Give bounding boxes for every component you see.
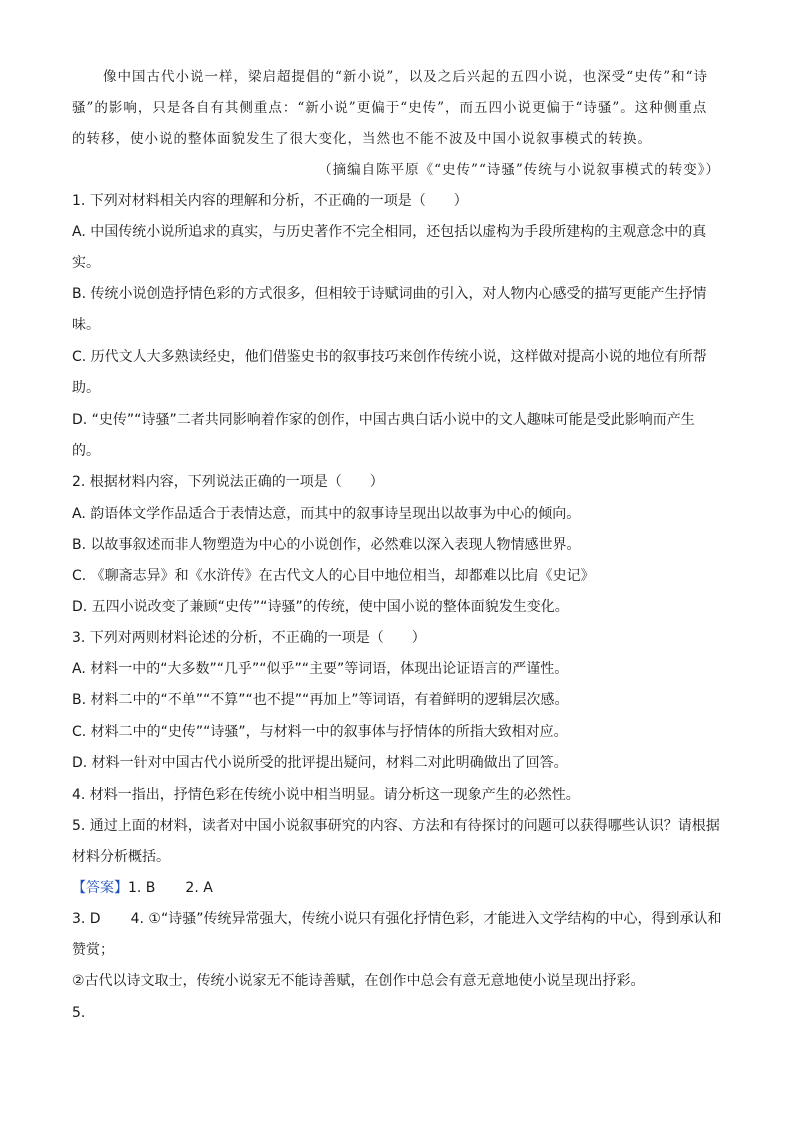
q2-option-c: C. 《聊斋志异》和《水浒传》在古代文人的心目中地位相当，却都难以比肩《史记》 [72,568,595,584]
answer-4-line3: ②古代以诗文取士，传统小说家无不能诗善赋，在创作中总会有意无意地使小说呈现出抒彩。 [72,973,645,989]
q1-option-b-line1: B. 传统小说创造抒情色彩的方式很多，但相较于诗赋词曲的引入，对人物内心感受的描写更能产生抒情 [72,286,707,302]
q1-stem: 1. 下列对材料相关内容的理解和分析，不正确的一项是（ ） [72,193,468,209]
answer-tag: 【答案】 [72,880,128,896]
q1-option-d-line1: D. “史传”“诗骚”二者共同影响着作家的创作，中国古典白话小说中的文人趣味可能是受此影响而产生 [72,412,695,428]
q1-option-c-line1: C. 历代文人大多熟读经史，他们借鉴史书的叙事技巧来创作传统小说，这样做对提高小说的地位有所帮 [72,349,707,365]
q3-option-a: A. 材料一中的“大多数”“几乎”“似乎”“主要”等词语，体现出论证语言的严谨性。 [72,661,569,677]
passage-line-2: 骚”的影响，只是各自有其侧重点：“新小说”更偏于“史传”，而五四小说更偏于“诗骚”。这种侧重点 [72,100,708,116]
answer-2: 2. A [185,880,213,896]
q3-option-b: B. 材料二中的“不单”“不算”“也不提”“再加上”等词语，有着鲜明的逻辑层次感。 [72,692,569,708]
q1-option-b-line2: 味。 [72,317,100,333]
q3-stem: 3. 下列对两则材料论述的分析，不正确的一项是（ ） [72,630,426,646]
answer-3: 3. D [72,911,101,927]
q1-option-a-line1: A. 中国传统小说所追求的真实，与历史著作不完全相同，还包括以虚构为手段所建构的主观意念中的真 [72,224,707,240]
q5-stem-line1: 5. 通过上面的材料，读者对中国小说叙事研究的内容、方法和有待探讨的问题可以获得哪些认识？请根据 [72,818,720,834]
q4-stem: 4. 材料一指出，抒情色彩在传统小说中相当明显。请分析这一现象产生的必然性。 [72,787,580,803]
q5-stem-line2: 材料分析概括。 [72,849,170,865]
q2-option-d: D. 五四小说改变了兼顾“史传”“诗骚”的传统，使中国小说的整体面貌发生变化。 [72,599,569,615]
q3-option-c: C. 材料二中的“史传”“诗骚”，与材料一中的叙事体与抒情体的所指大致相对应。 [72,724,568,740]
q1-option-c-line2: 助。 [72,380,100,396]
q2-option-a: A. 韵语体文学作品适合于表情达意，而其中的叙事诗呈现出以故事为中心的倾向。 [72,506,581,522]
answer-row-1 [72,879,213,897]
passage-source: （摘编自陈平原《“史传”“诗骚”传统与小说叙事模式的转变》） [318,162,720,178]
q2-option-b: B. 以故事叙述而非人物塑造为中心的小说创作，必然难以深入表现人物情感世界。 [72,537,581,553]
passage-line-1: 像中国古代小说一样，梁启超提倡的“新小说”，以及之后兴起的五四小说，也深受“史传”和“诗 [103,69,709,85]
q2-stem: 2. 根据材料内容，下列说法正确的一项是（ ） [72,474,384,490]
passage-line-3: 的转移，使小说的整体面貌发生了很大变化，当然也不能不波及中国小说叙事模式的转换。 [72,131,652,147]
q1-option-d-line2: 的。 [72,443,100,459]
q1-option-a-line2: 实。 [72,255,100,271]
answer-1: 1. B [128,880,156,896]
answer-5: 5. [72,1005,86,1021]
answer-4-line1: 4. ①“诗骚”传统异常强大，传统小说只有强化抒情色彩，才能进入文学结构的中心，得到承认和 [130,911,722,927]
answer-4-line2: 赞赏； [72,942,114,958]
q3-option-d: D. 材料一针对中国古代小说所受的批评提出疑问，材料二对此明确做出了回答。 [72,755,568,771]
answer-row-2 [72,910,721,928]
